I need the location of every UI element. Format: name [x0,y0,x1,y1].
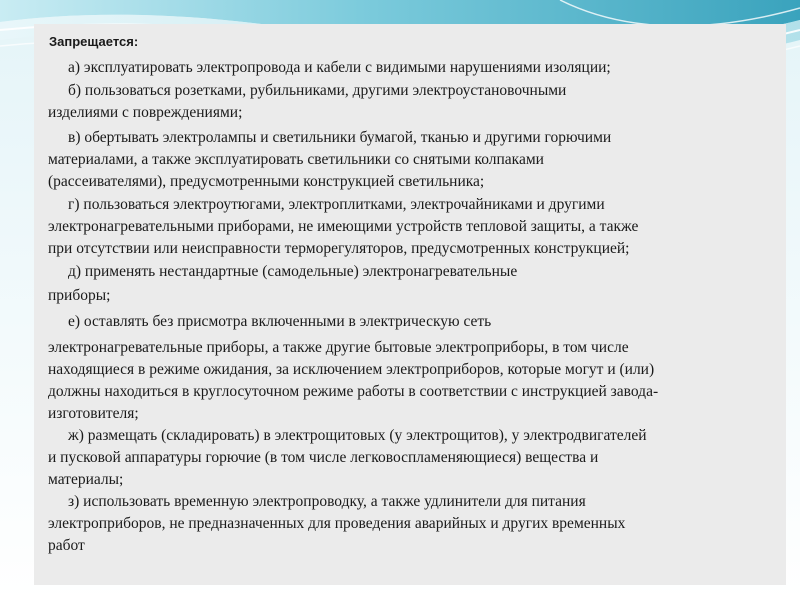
list-item-zh [48,425,748,491]
list-item-line: е) оставлять без присмотра включенными в электрическую сеть [68,313,492,330]
list-item-z [48,491,748,557]
list-item-line: приборы; [48,287,111,304]
list-item-line: при отсутствии или неисправности терморегуляторов, предусмотренных конструкцией; [48,240,630,257]
list-item-line: электронагревательными приборами, не имеющими устройств тепловой защиты, а также [48,218,639,235]
list-item-line: электроприборов, не предназначенных для проведения аварийных и других временных [48,515,626,532]
list-item-line: и пусковой аппаратуры горючие (в том числе легковоспламеняющиеся) вещества и [48,449,599,466]
list-item-line: ж) размещать (складировать) в электрощитовых (у электрощитов), у электродвигателей [68,427,647,444]
list-item-d [48,261,748,307]
list-item-line: материалы; [48,471,124,488]
list-item-line: д) применять нестандартные (самодельные) электронагревательные [68,263,518,280]
list-item-line: изделиями с повреждениями; [48,104,243,121]
list-item-line: в) обертывать электролампы и светильники бумагой, тканью и другими горючими [68,129,612,146]
list-item-line: работ [48,537,85,554]
list-item-b [48,80,748,124]
list-item-line: изготовителя; [48,405,139,422]
list-item-line: материалами, а также эксплуатировать светильники со снятыми колпаками [48,151,544,168]
list-item-g [48,194,748,260]
list-item-line: (рассеивателями), предусмотренными конструкцией светильника; [48,173,485,190]
list-item-line: должны находиться в круглосуточном режиме работы в соответствии с инструкцией завода- [48,383,659,400]
list-item-line: а) эксплуатировать электропровода и кабели с видимыми нарушениями изоляции; [68,59,611,76]
list-item-line: б) пользоваться розетками, рубильниками, другими электроустановочными [68,82,567,99]
list-item-line: электронагревательные приборы, а также другие бытовые электроприборы, в том числе [48,339,629,356]
list-item-a [48,57,748,79]
list-item-line: г) пользоваться электроутюгами, электроплитками, электрочайниками и другими [68,196,605,213]
list-item-e [48,311,748,425]
slide-heading: Запрещается: [49,34,139,49]
list-item-v [48,127,748,193]
list-item-line: находящиеся в режиме ожидания, за исключением электроприборов, которые могут и (или) [48,361,655,378]
list-item-line: з) использовать временную электропроводку, а также удлинители для питания [68,493,586,510]
